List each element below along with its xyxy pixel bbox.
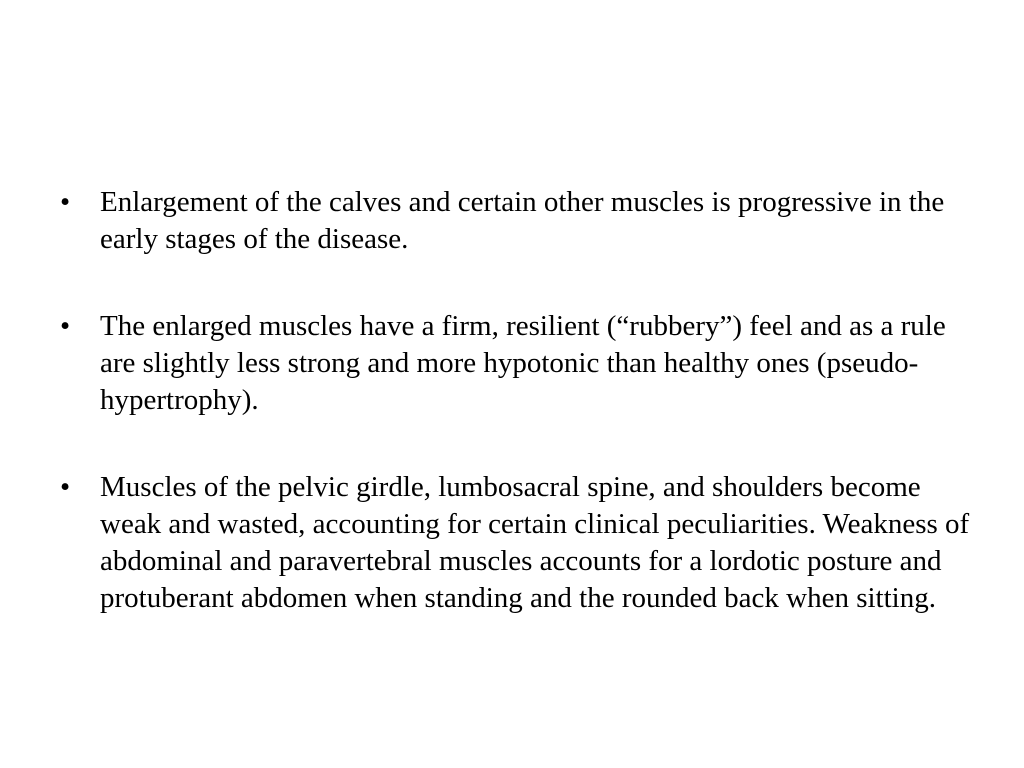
bullet-icon: • <box>60 310 71 342</box>
bullet-icon: • <box>60 471 71 503</box>
bullet-text: The enlarged muscles have a firm, resilient (“rubbery”) feel and as a rule are slightly less strong and more hypotonic than healthy ones (pseudo-hypertrophy). <box>100 310 946 416</box>
bullet-text: Enlargement of the calves and certain other muscles is progressive in the early stages of the disease. <box>100 186 945 255</box>
bullet-text: Muscles of the pelvic girdle, lumbosacral spine, and shoulders become weak and wasted, accounting for certain clinical peculiarities. Weakness of abdominal and paravertebral muscles accounts for a lordotic posture and protuberant abdomen when standing and the rounded back when sitting. <box>100 471 970 614</box>
bullet-item-calf-enlargement <box>60 184 970 258</box>
bullet-item-enlarged-muscles <box>60 308 970 419</box>
bullet-item-weak-muscles <box>60 469 970 617</box>
bullet-list <box>60 184 970 617</box>
bullet-icon: • <box>60 186 71 218</box>
